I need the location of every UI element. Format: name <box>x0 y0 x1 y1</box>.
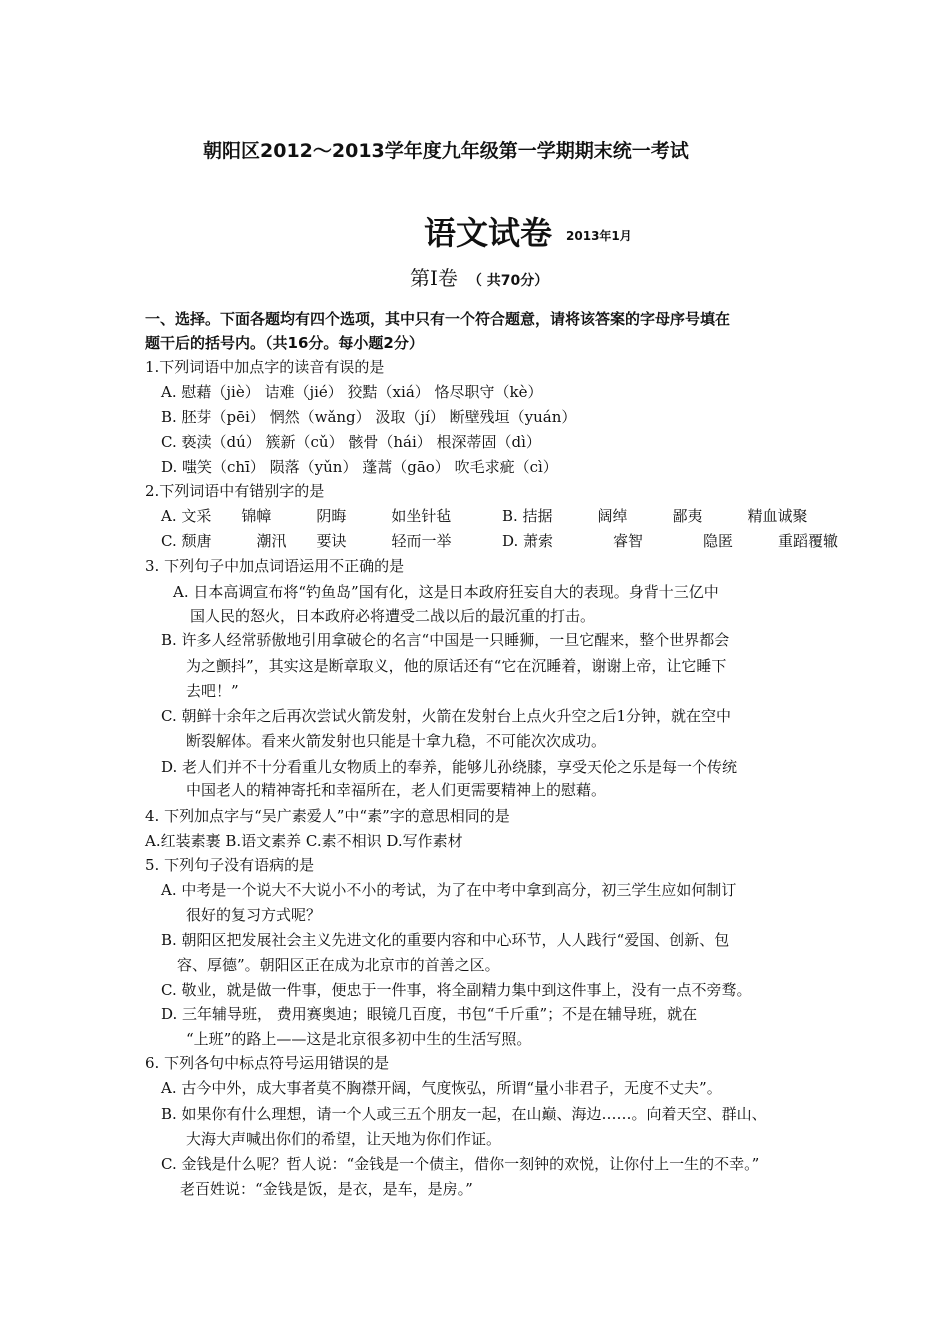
volume-heading <box>410 265 548 294</box>
q3-option-a-cont: 国人民的怒火，日本政府必将遭受二战以后的最沉重的打击。 <box>190 607 596 625</box>
q3-option-b: B. 许多人经常骄傲地引用拿破仑的名言“中国是一只睡狮，一旦它醒来，整个世界都会 <box>161 631 730 649</box>
q3-option-b-cont-2: 去吧！” <box>186 682 239 700</box>
q5-option-a-cont: 很好的复习方式呢？ <box>186 906 322 924</box>
q2-option-b: B. 拮据 阔绰 鄙夷 精血诚聚 <box>502 507 808 525</box>
question-1: 1.下列词语中加点字的读音有误的是 <box>145 358 385 376</box>
q5-option-d: D. 三年辅导班， 费用赛奥迪；眼镜几百度，书包“千斤重”；不是在辅导班，就在 <box>161 1005 698 1023</box>
question-4: 4. 下列加点字与“吴广素爱人”中“素”字的意思相同的是 <box>145 807 510 825</box>
question-2: 2.下列词语中有错别字的是 <box>145 482 325 500</box>
q2-option-d: D. 萧索 睿智 隐匿 重蹈覆辙 <box>502 532 839 550</box>
q4-options: A.红装素裹 B.语文素养 C.素不相识 D.写作素材 <box>145 832 463 850</box>
subject-heading <box>424 213 632 256</box>
q1-option-a: A. 慰藉（jiè） 诘难（jié） 狡黠（xiá） 恪尽职守（kè） <box>161 383 543 401</box>
q3-option-d: D. 老人们并不十分看重儿女物质上的奉养，能够儿孙绕膝，享受天伦之乐是每一个传统 <box>161 758 738 776</box>
volume-title: 第Ⅰ卷 <box>410 266 458 290</box>
q5-option-b: B. 朝阳区把发展社会主义先进文化的重要内容和中心环节，人人践行“爱国、创新、包 <box>161 931 730 949</box>
question-6: 6. 下列各句中标点符号运用错误的是 <box>145 1054 390 1072</box>
q3-option-d-cont: 中国老人的精神寄托和幸福所在，老人们更需要精神上的慰藉。 <box>186 781 607 799</box>
q5-option-a: A. 中考是一个说大不大说小不小的考试，为了在中考中拿到高分，初三学生应如何制订 <box>161 881 737 899</box>
q3-option-a: A. 日本高调宣布将“钓鱼岛”国有化，这是日本政府狂妄自大的表现。身背十三亿中 <box>173 583 719 601</box>
q1-option-c: C. 亵渎（dú） 簇新（cǔ） 骸骨（hái） 根深蒂固（dì） <box>161 433 541 451</box>
q3-option-b-cont-1: 为之颤抖”，其实这是断章取义，他的原话还有“它在沉睡着，谢谢上帝，让它睡下 <box>186 657 727 675</box>
q5-option-d-cont: “上班”的路上——这是北京很多初中生的生活写照。 <box>186 1030 532 1048</box>
q6-option-a: A. 古今中外，成大事者莫不胸襟开阔，气度恢弘，所谓“量小非君子，无度不丈夫”。 <box>161 1079 722 1097</box>
volume-points: （ 共70分） <box>467 273 549 289</box>
q6-option-b-cont: 大海大声喊出你们的希望，让天地为你们作证。 <box>186 1130 502 1148</box>
section-heading-line-2: 题干后的括号内。（共16分。每小题2分） <box>145 334 424 352</box>
subject-title: 语文试卷 <box>424 214 553 252</box>
q1-option-d: D. 嗤笑（chī） 陨落（yǔn） 蓬蒿（gāo） 吹毛求疵（cì） <box>161 458 558 476</box>
question-3: 3. 下列句子中加点词语运用不正确的是 <box>145 557 405 575</box>
q3-option-c: C. 朝鲜十余年之后再次尝试火箭发射，火箭在发射台上点火升空之后1分钟，就在空中 <box>161 707 732 725</box>
q2-option-c: C. 颓唐 潮汛 要诀 轻而一举 <box>161 532 452 550</box>
q5-option-b-cont: 容、厚德”。朝阳区正在成为北京市的首善之区。 <box>177 956 500 974</box>
q3-option-c-cont: 断裂解体。看来火箭发射也只能是十拿九稳，不可能次次成功。 <box>186 732 607 750</box>
question-5: 5. 下列句子没有语病的是 <box>145 856 315 874</box>
q6-option-c: C. 金钱是什么呢？哲人说：“金钱是一个债主，借你一刻钟的欢悦，让你付上一生的不幸。” <box>161 1155 760 1173</box>
q5-option-c: C. 敬业，就是做一件事，便忠于一件事，将全副精力集中到这件事上，没有一点不旁骛。 <box>161 981 752 999</box>
exam-title: 朝阳区2012～2013学年度九年级第一学期期末统一考试 <box>203 140 689 162</box>
q2-option-a: A. 文采 锦幛 阴晦 如坐针毡 <box>161 507 452 525</box>
section-heading-line-1: 一、选择。下面各题均有四个选项，其中只有一个符合题意，请将该答案的字母序号填在 <box>145 310 731 328</box>
exam-date: 2013年1月 <box>566 229 632 243</box>
q6-option-b: B. 如果你有什么理想，请一个人或三五个朋友一起，在山巅、海边……。向着天空、群山、 <box>161 1105 767 1123</box>
q6-option-c-cont: 老百姓说：“金钱是饭，是衣，是车，是房。” <box>180 1180 473 1198</box>
q1-option-b: B. 胚芽（pēi） 惘然（wǎng） 汲取（jí） 断壁残垣（yuán） <box>161 408 577 426</box>
